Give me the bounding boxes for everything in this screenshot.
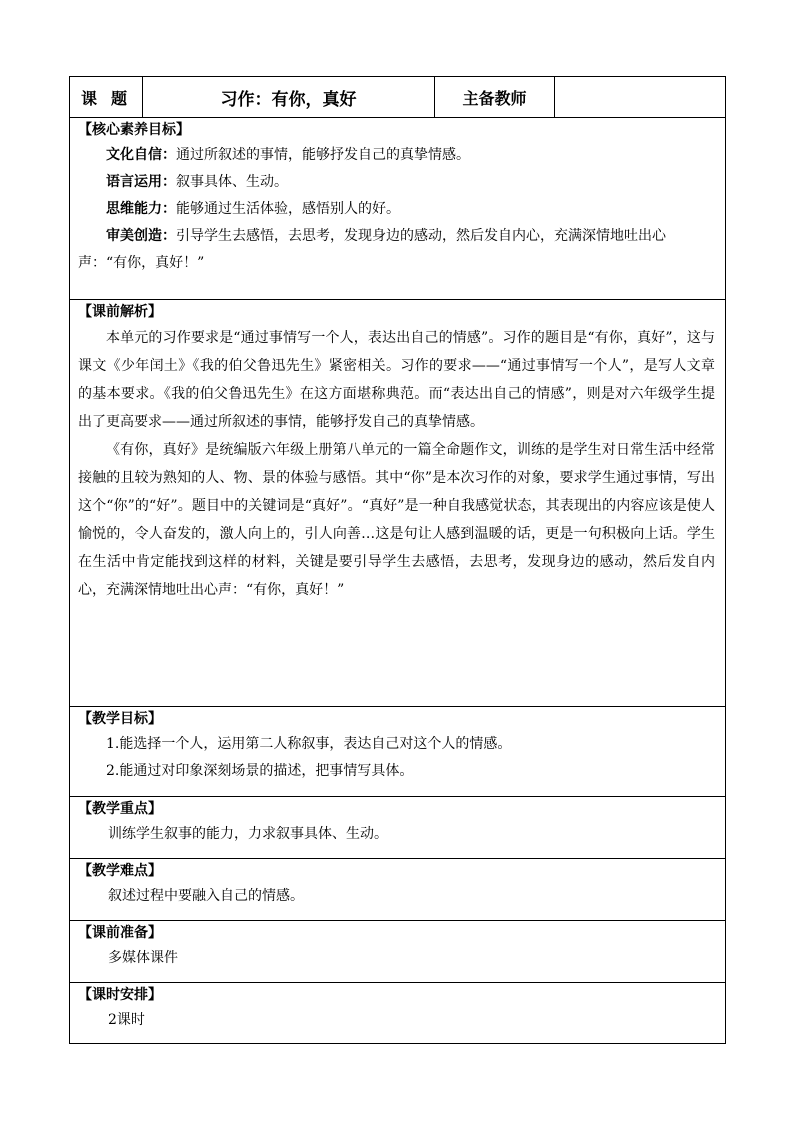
goal-text: 通过所叙述的事情，能够抒发自己的真挚情感。	[176, 147, 470, 163]
key-points-text: 训练学生叙事的能力，力求叙事具体、生动。	[108, 826, 388, 842]
preparation-row	[70, 921, 726, 983]
lesson-plan-sheet	[69, 76, 725, 1044]
key-points-heading: 【教学重点】	[78, 801, 162, 817]
preparation-heading: 【课前准备】	[78, 925, 162, 941]
goal-term: 思维能力：	[106, 201, 176, 217]
difficulties-heading: 【教学难点】	[78, 863, 162, 879]
core-goals-row	[70, 118, 726, 300]
lesson-title: 习作：有你，真好	[143, 77, 435, 118]
analysis-row	[70, 300, 726, 707]
teacher-label: 主备教师	[435, 77, 555, 118]
goal-text: 引导学生去感悟，去思考，发现身边的感动，然后发自内心，充满深情地吐出心声：“有你，真好！”	[78, 228, 666, 271]
header-row	[70, 77, 726, 118]
goal-text: 叙事具体、生动。	[176, 174, 288, 190]
goal-item	[78, 196, 715, 223]
goal-item	[78, 169, 715, 196]
schedule-heading: 【课时安排】	[78, 987, 162, 1003]
topic-label: 课题	[70, 77, 143, 118]
teacher-value	[555, 77, 726, 118]
objectives-row	[70, 707, 726, 797]
objective-item: 1.能选择一个人，运用第二人称叙事，表达自己对这个人的情感。	[106, 736, 512, 752]
schedule-text: 2课时	[108, 1012, 145, 1028]
preparation-text: 多媒体课件	[108, 950, 178, 966]
core-goals-heading: 【核心素养目标】	[78, 122, 190, 138]
schedule-row	[70, 983, 726, 1044]
difficulties-row	[70, 859, 726, 921]
lesson-plan-table	[69, 76, 726, 1044]
analysis-paragraph: 《有你，真好》是统编版六年级上册第八单元的一篇全命题作文，训练的是学生对日常生活中经常接触的且较为熟知的人、物、景的体验与感悟。其中“你”是本次习作的对象，要求学生通过事情，写出这个“你”的“好”。题目中的关键词是“真好”。“真好”是一种自我感觉状态，其表现出的内容应该是使人愉悦的，令人奋发的，激人向上的，引人向善…这是句让人感到温暖的话，更是一句积极向上话。学生在生活中肯定能找到这样的材料，关键是要引导学生去感悟，去思考，发现身边的感动，然后发自内心，充满深情地吐出心声：“有你，真好！”	[78, 442, 715, 598]
analysis-heading: 【课前解析】	[78, 304, 162, 320]
goal-item	[78, 142, 715, 169]
objective-item: 2.能通过对印象深刻场景的描述，把事情写具体。	[106, 763, 414, 779]
goal-term: 文化自信：	[106, 147, 176, 163]
objectives-heading: 【教学目标】	[78, 711, 162, 727]
goal-text: 能够通过生活体验，感悟别人的好。	[176, 201, 400, 217]
analysis-paragraph: 本单元的习作要求是“通过事情写一个人，表达出自己的情感”。习作的题目是“有你，真好”，这与课文《少年闰土》《我的伯父鲁迅先生》紧密相关。习作的要求——“通过事情写一个人”，是写人文章的基本要求。《我的伯父鲁迅先生》在这方面堪称典范。而“表达出自己的情感”，则是对六年级学生提出了更高要求——通过所叙述的事情，能够抒发自己的真挚情感。	[78, 330, 715, 430]
goal-term: 审美创造：	[106, 228, 176, 244]
goal-term: 语言运用：	[106, 174, 176, 190]
goal-item	[78, 223, 715, 277]
key-points-row	[70, 797, 726, 859]
difficulties-text: 叙述过程中要融入自己的情感。	[108, 888, 304, 904]
